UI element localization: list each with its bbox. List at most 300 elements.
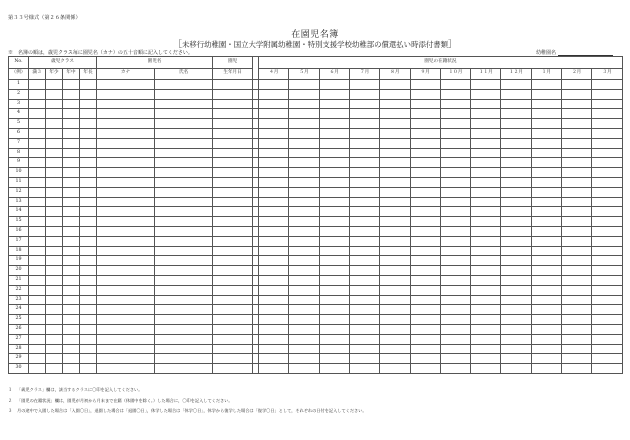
table-cell[interactable] [562,285,592,295]
table-cell[interactable] [80,354,97,364]
table-cell[interactable] [213,119,253,129]
table-cell[interactable] [471,266,501,276]
table-cell[interactable] [155,236,213,246]
table-cell[interactable] [349,295,379,305]
table-cell[interactable] [440,128,470,138]
table-cell[interactable] [63,109,80,119]
table-cell[interactable] [531,266,561,276]
table-cell[interactable] [592,315,622,325]
table-cell[interactable] [289,148,319,158]
table-cell[interactable] [289,187,319,197]
table-cell[interactable] [592,168,622,178]
table-cell[interactable] [46,158,63,168]
table-cell[interactable] [46,109,63,119]
table-cell[interactable] [80,344,97,354]
table-cell[interactable] [289,226,319,236]
table-cell[interactable] [29,187,46,197]
table-cell[interactable] [501,354,531,364]
table-cell[interactable] [410,197,440,207]
table-cell[interactable] [155,217,213,227]
table-cell[interactable] [97,89,155,99]
table-cell[interactable] [97,99,155,109]
table-cell[interactable] [562,168,592,178]
table-cell[interactable] [289,177,319,187]
table-cell[interactable] [349,128,379,138]
table-cell[interactable] [471,187,501,197]
table-cell[interactable] [471,315,501,325]
table-cell[interactable] [29,275,46,285]
table-cell[interactable] [501,226,531,236]
table-cell[interactable] [531,138,561,148]
table-cell[interactable] [501,119,531,129]
table-cell[interactable] [63,295,80,305]
table-cell[interactable] [471,295,501,305]
table-cell[interactable] [410,266,440,276]
table-cell[interactable] [471,158,501,168]
table-cell[interactable] [440,324,470,334]
table-cell[interactable] [501,217,531,227]
table-cell[interactable] [319,364,349,374]
table-cell[interactable] [46,207,63,217]
table-cell[interactable] [155,99,213,109]
table-cell[interactable] [289,138,319,148]
table-cell[interactable] [531,187,561,197]
table-cell[interactable] [471,246,501,256]
table-cell[interactable] [213,354,253,364]
table-cell[interactable] [410,354,440,364]
table-cell[interactable] [531,148,561,158]
table-cell[interactable] [63,266,80,276]
table-cell[interactable] [319,266,349,276]
table-cell[interactable] [410,315,440,325]
table-cell[interactable] [562,109,592,119]
table-cell[interactable] [155,187,213,197]
table-cell[interactable] [97,324,155,334]
table-cell[interactable] [531,80,561,90]
table-cell[interactable] [80,334,97,344]
table-cell[interactable] [213,80,253,90]
table-cell[interactable] [155,207,213,217]
table-cell[interactable] [380,187,410,197]
table-cell[interactable] [592,99,622,109]
table-cell[interactable] [46,138,63,148]
table-cell[interactable] [289,275,319,285]
table-cell[interactable] [80,177,97,187]
table-cell[interactable] [501,187,531,197]
table-cell[interactable] [97,109,155,119]
table-cell[interactable] [29,315,46,325]
table-cell[interactable] [259,364,289,374]
table-cell[interactable] [289,119,319,129]
table-cell[interactable] [29,266,46,276]
table-cell[interactable] [29,236,46,246]
table-cell[interactable] [155,324,213,334]
table-cell[interactable] [349,207,379,217]
table-cell[interactable] [213,275,253,285]
table-cell[interactable] [319,315,349,325]
table-cell[interactable] [471,138,501,148]
table-cell[interactable] [97,295,155,305]
table-cell[interactable] [471,354,501,364]
table-cell[interactable] [319,217,349,227]
table-cell[interactable] [440,236,470,246]
table-cell[interactable] [46,197,63,207]
table-cell[interactable] [63,148,80,158]
table-cell[interactable] [155,285,213,295]
table-cell[interactable] [562,364,592,374]
table-cell[interactable] [440,80,470,90]
table-cell[interactable] [289,207,319,217]
table-cell[interactable] [97,266,155,276]
table-cell[interactable] [562,80,592,90]
table-cell[interactable] [97,217,155,227]
table-cell[interactable] [410,236,440,246]
table-cell[interactable] [97,197,155,207]
table-cell[interactable] [289,334,319,344]
table-cell[interactable] [155,256,213,266]
table-cell[interactable] [259,226,289,236]
table-cell[interactable] [259,158,289,168]
table-cell[interactable] [319,256,349,266]
table-cell[interactable] [410,138,440,148]
table-cell[interactable] [319,168,349,178]
table-cell[interactable] [259,128,289,138]
table-cell[interactable] [80,305,97,315]
table-cell[interactable] [349,364,379,374]
table-cell[interactable] [531,109,561,119]
table-cell[interactable] [410,158,440,168]
table-cell[interactable] [29,256,46,266]
table-cell[interactable] [562,128,592,138]
table-cell[interactable] [213,305,253,315]
table-cell[interactable] [440,207,470,217]
table-cell[interactable] [213,236,253,246]
table-cell[interactable] [501,275,531,285]
table-cell[interactable] [259,217,289,227]
table-cell[interactable] [259,119,289,129]
table-cell[interactable] [259,334,289,344]
table-cell[interactable] [259,138,289,148]
table-cell[interactable] [410,128,440,138]
table-cell[interactable] [97,148,155,158]
table-cell[interactable] [380,324,410,334]
table-cell[interactable] [289,89,319,99]
table-cell[interactable] [440,119,470,129]
table-cell[interactable] [531,354,561,364]
table-cell[interactable] [289,217,319,227]
table-cell[interactable] [410,177,440,187]
table-cell[interactable] [46,285,63,295]
table-cell[interactable] [29,217,46,227]
table-cell[interactable] [531,305,561,315]
table-cell[interactable] [63,285,80,295]
table-cell[interactable] [349,158,379,168]
table-cell[interactable] [440,256,470,266]
table-cell[interactable] [319,354,349,364]
table-cell[interactable] [440,148,470,158]
table-cell[interactable] [46,128,63,138]
table-cell[interactable] [592,187,622,197]
table-cell[interactable] [592,324,622,334]
table-cell[interactable] [289,305,319,315]
table-cell[interactable] [80,275,97,285]
table-cell[interactable] [213,266,253,276]
table-cell[interactable] [349,99,379,109]
table-cell[interactable] [562,344,592,354]
table-cell[interactable] [380,295,410,305]
table-cell[interactable] [80,119,97,129]
table-cell[interactable] [63,168,80,178]
table-cell[interactable] [531,324,561,334]
table-cell[interactable] [440,226,470,236]
table-cell[interactable] [213,168,253,178]
table-cell[interactable] [29,334,46,344]
table-cell[interactable] [501,285,531,295]
table-cell[interactable] [592,275,622,285]
table-cell[interactable] [29,168,46,178]
table-cell[interactable] [213,217,253,227]
table-cell[interactable] [155,148,213,158]
table-cell[interactable] [259,324,289,334]
table-cell[interactable] [80,236,97,246]
table-cell[interactable] [63,275,80,285]
table-cell[interactable] [213,99,253,109]
table-cell[interactable] [562,275,592,285]
table-cell[interactable] [592,119,622,129]
table-cell[interactable] [213,109,253,119]
table-cell[interactable] [349,354,379,364]
table-cell[interactable] [501,256,531,266]
table-cell[interactable] [63,187,80,197]
table-cell[interactable] [592,217,622,227]
table-cell[interactable] [259,236,289,246]
table-cell[interactable] [562,305,592,315]
table-cell[interactable] [440,138,470,148]
table-cell[interactable] [80,109,97,119]
table-cell[interactable] [592,177,622,187]
table-cell[interactable] [213,177,253,187]
table-cell[interactable] [97,119,155,129]
table-cell[interactable] [63,226,80,236]
table-cell[interactable] [29,207,46,217]
table-cell[interactable] [440,168,470,178]
table-cell[interactable] [29,177,46,187]
table-cell[interactable] [155,177,213,187]
table-cell[interactable] [289,324,319,334]
table-cell[interactable] [440,295,470,305]
table-cell[interactable] [471,285,501,295]
table-cell[interactable] [531,236,561,246]
table-cell[interactable] [319,334,349,344]
table-cell[interactable] [410,275,440,285]
table-cell[interactable] [97,207,155,217]
table-cell[interactable] [80,168,97,178]
table-cell[interactable] [380,168,410,178]
table-cell[interactable] [29,295,46,305]
table-cell[interactable] [592,266,622,276]
table-cell[interactable] [259,89,289,99]
table-cell[interactable] [29,364,46,374]
table-cell[interactable] [63,344,80,354]
table-cell[interactable] [259,275,289,285]
table-cell[interactable] [63,256,80,266]
table-cell[interactable] [592,109,622,119]
table-cell[interactable] [97,80,155,90]
table-cell[interactable] [213,315,253,325]
table-cell[interactable] [63,324,80,334]
table-cell[interactable] [29,99,46,109]
table-cell[interactable] [97,138,155,148]
table-cell[interactable] [562,295,592,305]
table-cell[interactable] [289,236,319,246]
table-cell[interactable] [380,109,410,119]
table-cell[interactable] [471,177,501,187]
table-cell[interactable] [531,168,561,178]
table-cell[interactable] [592,305,622,315]
table-cell[interactable] [319,344,349,354]
table-cell[interactable] [501,324,531,334]
table-cell[interactable] [531,275,561,285]
table-cell[interactable] [349,344,379,354]
table-cell[interactable] [155,344,213,354]
table-cell[interactable] [592,246,622,256]
table-cell[interactable] [380,246,410,256]
table-cell[interactable] [46,354,63,364]
table-cell[interactable] [213,158,253,168]
table-cell[interactable] [592,344,622,354]
table-cell[interactable] [562,217,592,227]
table-cell[interactable] [349,148,379,158]
table-cell[interactable] [213,246,253,256]
table-cell[interactable] [97,256,155,266]
table-cell[interactable] [80,99,97,109]
table-cell[interactable] [80,315,97,325]
table-cell[interactable] [349,315,379,325]
table-cell[interactable] [63,99,80,109]
table-cell[interactable] [501,89,531,99]
table-cell[interactable] [80,256,97,266]
table-cell[interactable] [440,315,470,325]
table-cell[interactable] [80,217,97,227]
table-cell[interactable] [80,226,97,236]
table-cell[interactable] [63,315,80,325]
table-cell[interactable] [319,158,349,168]
table-cell[interactable] [471,168,501,178]
table-cell[interactable] [319,177,349,187]
table-cell[interactable] [319,197,349,207]
table-cell[interactable] [29,138,46,148]
table-cell[interactable] [155,128,213,138]
table-cell[interactable] [259,207,289,217]
table-cell[interactable] [29,89,46,99]
table-cell[interactable] [349,285,379,295]
table-cell[interactable] [319,138,349,148]
table-cell[interactable] [531,334,561,344]
table-cell[interactable] [46,315,63,325]
table-cell[interactable] [562,119,592,129]
table-cell[interactable] [46,187,63,197]
table-cell[interactable] [289,80,319,90]
table-cell[interactable] [80,158,97,168]
table-cell[interactable] [319,128,349,138]
table-cell[interactable] [213,324,253,334]
table-cell[interactable] [46,119,63,129]
table-cell[interactable] [440,109,470,119]
table-cell[interactable] [259,148,289,158]
table-cell[interactable] [80,364,97,374]
table-cell[interactable] [440,305,470,315]
table-cell[interactable] [289,266,319,276]
table-cell[interactable] [155,266,213,276]
table-cell[interactable] [501,266,531,276]
table-cell[interactable] [380,344,410,354]
table-cell[interactable] [349,197,379,207]
table-cell[interactable] [471,217,501,227]
table-cell[interactable] [289,99,319,109]
table-cell[interactable] [440,344,470,354]
table-cell[interactable] [440,246,470,256]
table-cell[interactable] [29,285,46,295]
table-cell[interactable] [440,334,470,344]
table-cell[interactable] [440,177,470,187]
table-cell[interactable] [155,275,213,285]
table-cell[interactable] [410,364,440,374]
table-cell[interactable] [289,256,319,266]
table-cell[interactable] [80,266,97,276]
table-cell[interactable] [380,364,410,374]
table-cell[interactable] [46,99,63,109]
table-cell[interactable] [592,128,622,138]
table-cell[interactable] [471,275,501,285]
table-cell[interactable] [46,217,63,227]
table-cell[interactable] [410,187,440,197]
table-cell[interactable] [380,305,410,315]
table-cell[interactable] [259,305,289,315]
table-cell[interactable] [440,285,470,295]
table-cell[interactable] [592,364,622,374]
table-cell[interactable] [471,119,501,129]
table-cell[interactable] [592,138,622,148]
table-cell[interactable] [380,89,410,99]
table-cell[interactable] [259,354,289,364]
table-cell[interactable] [63,207,80,217]
table-cell[interactable] [319,226,349,236]
table-cell[interactable] [592,354,622,364]
table-cell[interactable] [471,344,501,354]
table-cell[interactable] [380,256,410,266]
table-cell[interactable] [380,334,410,344]
table-cell[interactable] [213,285,253,295]
table-cell[interactable] [349,109,379,119]
table-cell[interactable] [319,148,349,158]
table-cell[interactable] [592,197,622,207]
table-cell[interactable] [380,158,410,168]
table-cell[interactable] [531,99,561,109]
table-cell[interactable] [213,187,253,197]
table-cell[interactable] [319,109,349,119]
table-cell[interactable] [501,158,531,168]
table-cell[interactable] [349,305,379,315]
table-cell[interactable] [29,226,46,236]
table-cell[interactable] [46,266,63,276]
table-cell[interactable] [213,197,253,207]
table-cell[interactable] [259,109,289,119]
table-cell[interactable] [97,187,155,197]
table-cell[interactable] [501,197,531,207]
table-cell[interactable] [471,364,501,374]
table-cell[interactable] [46,177,63,187]
table-cell[interactable] [259,295,289,305]
